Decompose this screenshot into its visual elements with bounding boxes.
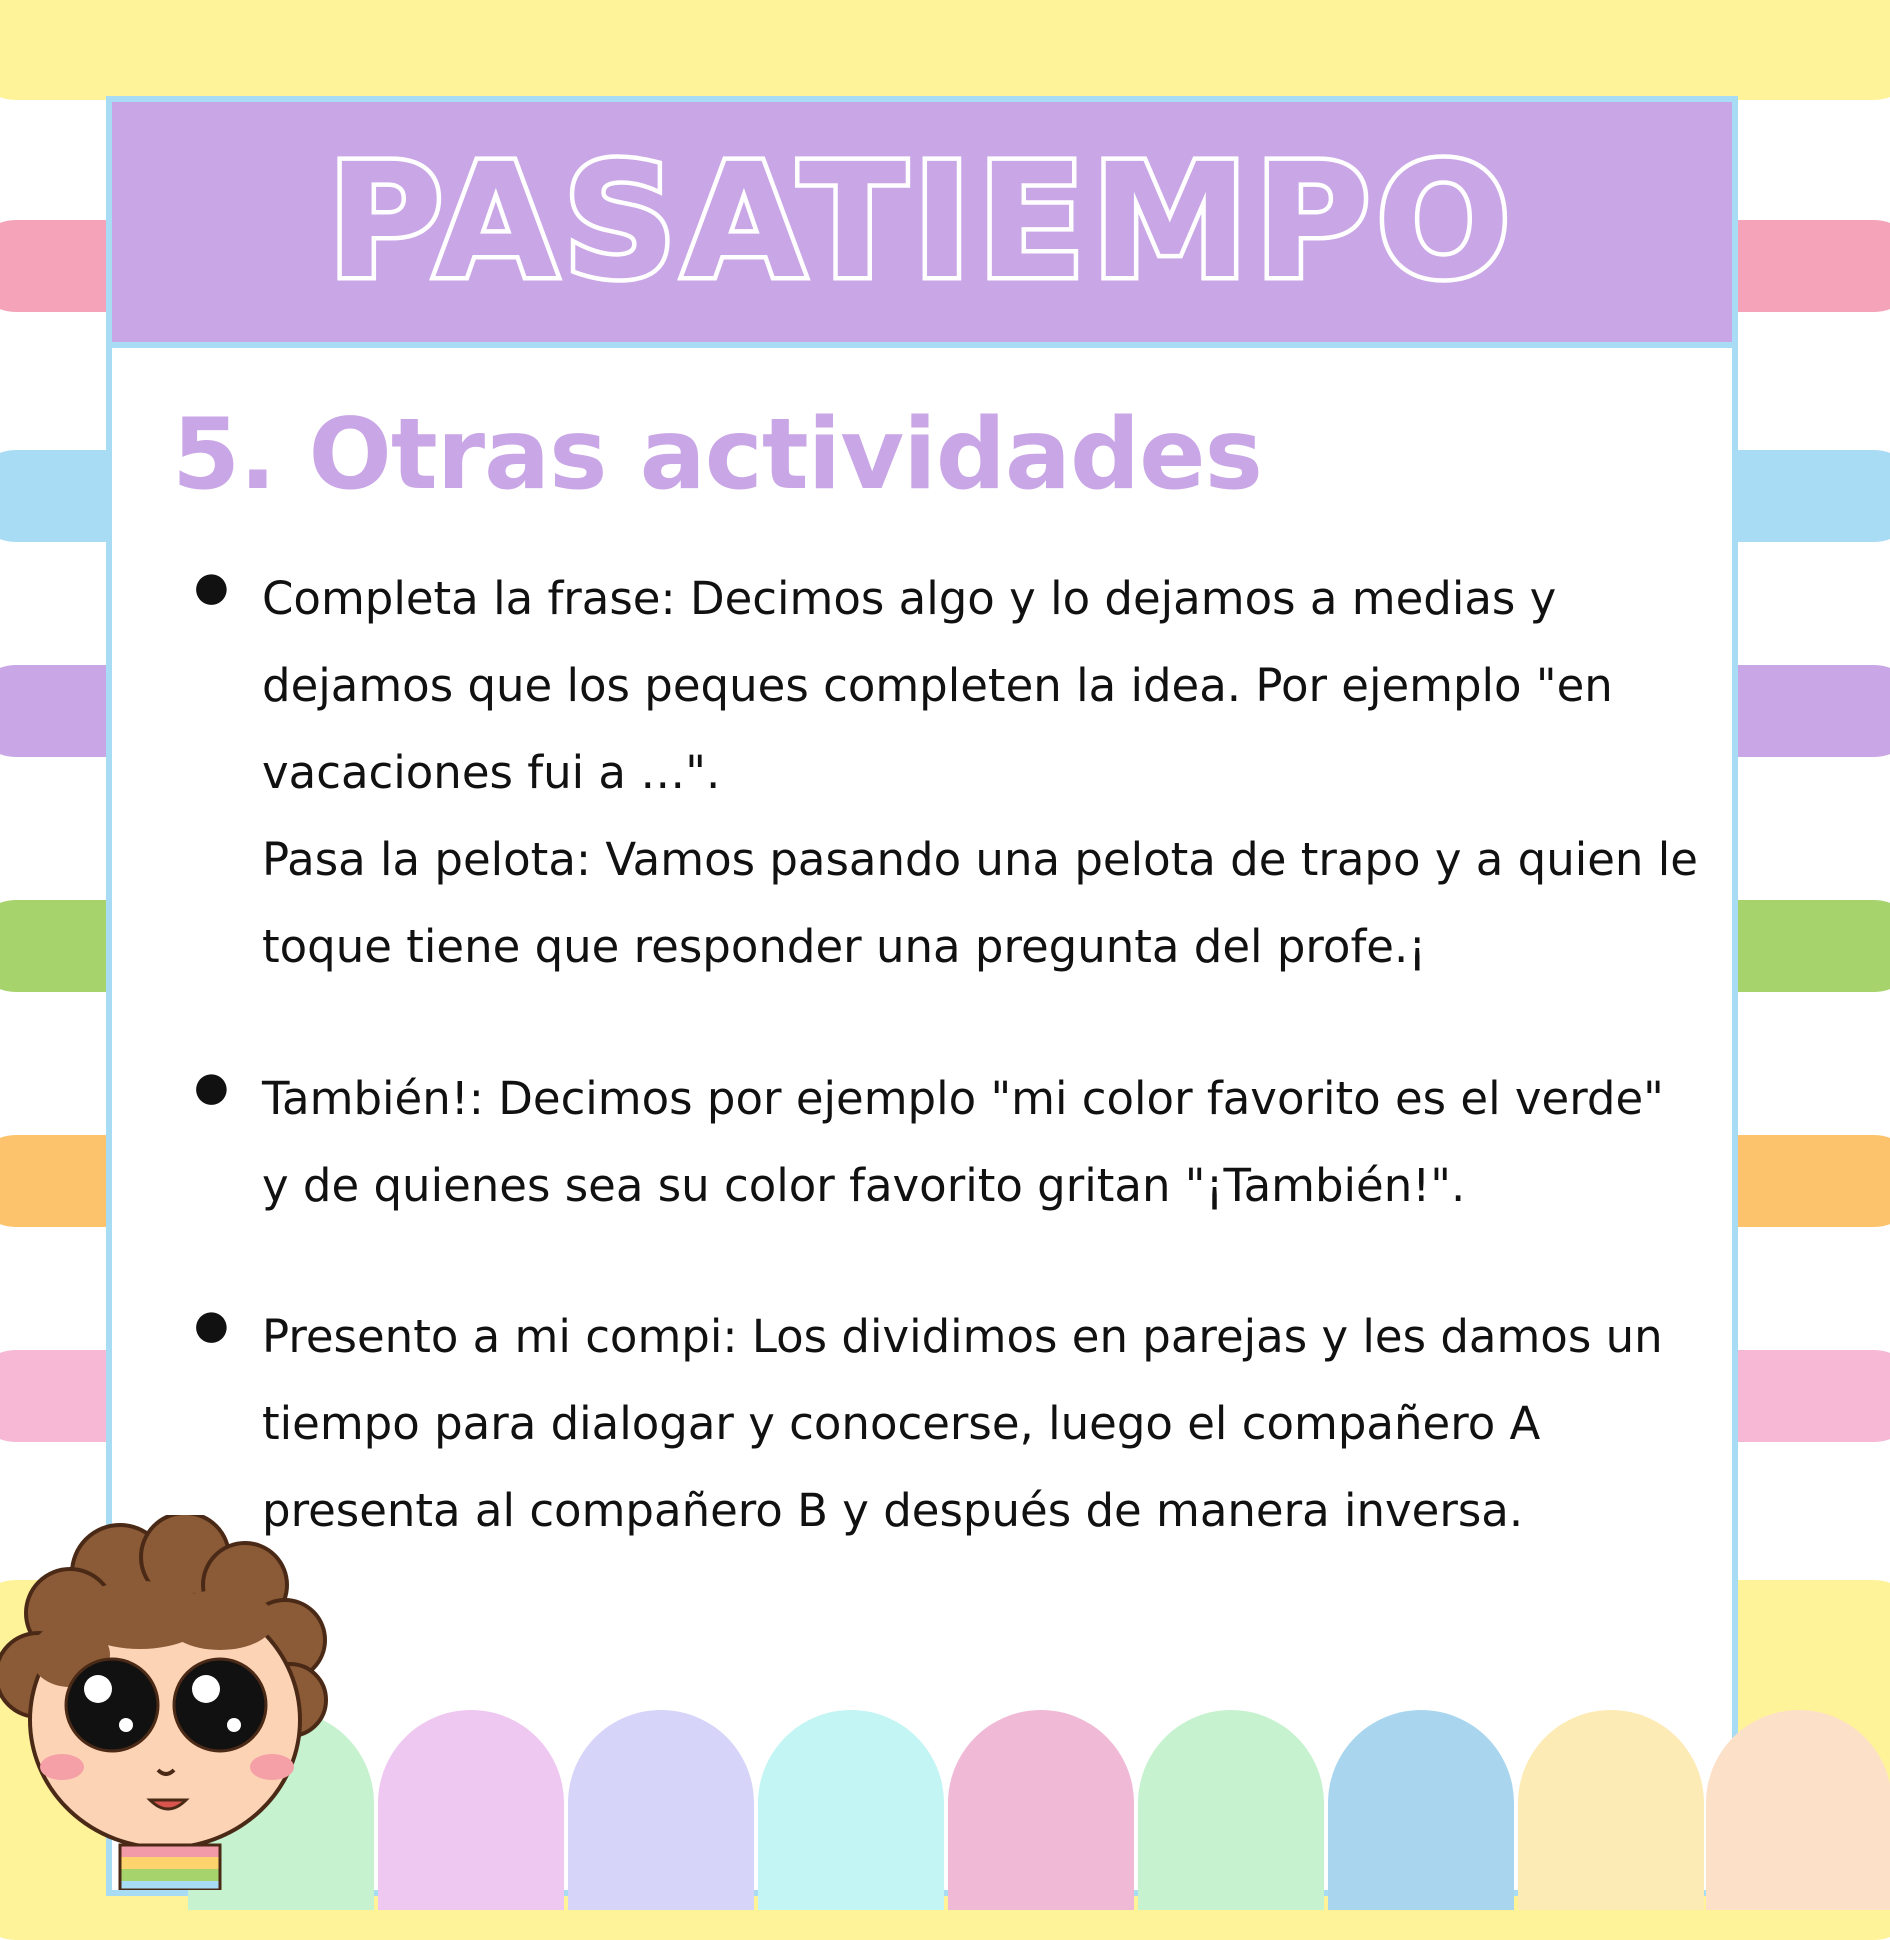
activity-item: También!: Decimos por ejemplo "mi color favorito es el verde" y de quienes sea su color favorito gritan "¡También!". — [262, 1072, 1664, 1212]
arch-shape — [948, 1710, 1134, 1910]
activity-item: Completa la frase: Decimos algo y lo dejamos a medias y dejamos que los peques completen la idea. Por ejemplo "en vacaciones fui a …". — [262, 572, 1613, 799]
activity-item-continued: Pasa la pelota: Vamos pasando una pelota de trapo y a quien le toque tiene que responder una pregunta del profe.¡ — [262, 833, 1698, 973]
background-stripe — [0, 0, 1890, 100]
bullet-icon: ● — [194, 1064, 229, 1110]
arch-shape — [568, 1710, 754, 1910]
section-heading: 5. Otras actividades — [172, 398, 1262, 512]
cartoon-child-icon — [0, 1515, 340, 1890]
content-card — [106, 96, 1738, 1896]
banner-title: PASATIEMPO — [327, 130, 1517, 314]
activity-item: Presento a mi compi: Los dividimos en parejas y les damos un tiempo para dialogar y conocerse, luego el compañero A presenta al compañero B y después de manera inversa. — [262, 1310, 1663, 1537]
arch-shape — [1328, 1710, 1514, 1910]
arch-shape — [378, 1710, 564, 1910]
arch-shape — [1518, 1710, 1704, 1910]
bullet-icon: ● — [194, 564, 229, 610]
arch-shape — [1706, 1710, 1890, 1910]
bullet-icon: ● — [194, 1302, 229, 1348]
title-banner — [112, 102, 1732, 348]
arch-shape — [758, 1710, 944, 1910]
arch-shape — [1138, 1710, 1324, 1910]
